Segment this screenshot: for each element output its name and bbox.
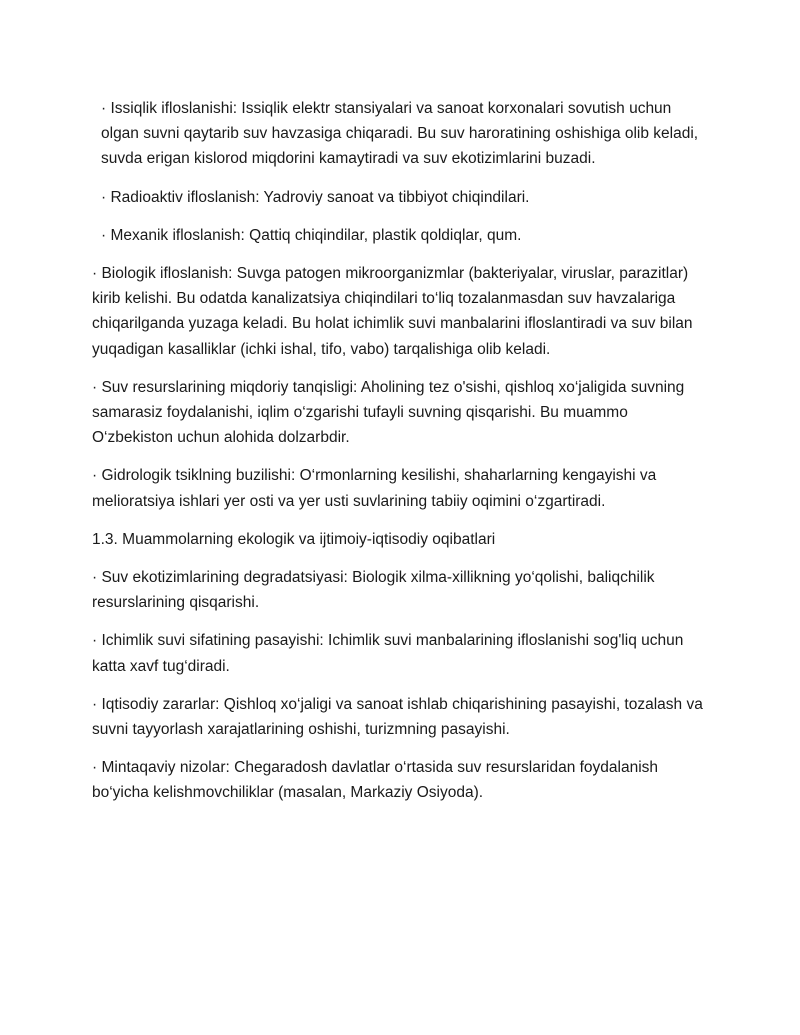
paragraph-radioactive-pollution: · Radioaktiv ifloslanish: Yadroviy sanoat va tibbiyot chiqindilari. [101, 188, 530, 206]
paragraph-mechanical-pollution: · Mexanik ifloslanish: Qattiq chiqindilar, plastik qoldiqlar, qum. [101, 226, 522, 244]
paragraph-hydrological-cycle: · Gidrologik tsiklning buzilishi: O‘rmonlarning kesilishi, shaharlarning kengayishi va melioratsiya ishlari yer osti va yer usti suvlarining tabiiy oqimini o‘zgartiradi. [92, 467, 657, 510]
paragraph-economic-damage: · Iqtisodiy zararlar: Qishloq xo‘jaligi va sanoat ishlab chiqarishining pasayishi, tozalash va suvni tayyorlash xarajatlarining oshishi, turizmning pasayishi. [92, 695, 703, 739]
paragraph-regional-conflicts: · Mintaqaviy nizolar: Chegaradosh davlatlar o‘rtasida suv resurslaridan foydalanish bo‘yicha kelishmovchiliklar (masalan, Markaziy Osiyoda). [92, 759, 659, 802]
paragraph-thermal-pollution: · Issiqlik ifloslanishi: Issiqlik elektr stansiyalari va sanoat korxonalari sovutish uchun olgan suvni qaytarib suv havzasiga chiqaradi. Bu suv haroratining oshishiga olib keladi, suvda erigan kislorod miqdorini kamaytiradi va suv ekotizimlarini buzadi. [101, 100, 699, 168]
paragraph-drinking-water-quality: · Ichimlik suvi sifatining pasayishi: Ichimlik suvi manbalarining ifloslanishi sog'liq uchun katta xavf tug‘diradi. [92, 632, 684, 675]
paragraph-ecosystem-degradation: · Suv ekotizimlarining degradatsiyasi: Biologik xilma-xillikning yo‘qolishi, baliqchilik resurslarining qisqarishi. [92, 569, 655, 612]
document-page [92, 96, 712, 819]
section-heading: 1.3. Muammolarning ekologik va ijtimoiy-iqtisodiy oqibatlari [92, 530, 496, 548]
paragraph-water-scarcity: · Suv resurslarining miqdoriy tanqisligi: Aholining tez o'sishi, qishloq xo‘jaligida suvning samarasiz foydalanishi, iqlim o‘zgarishi tufayli suvning qisqarishi. Bu muammo O‘zbekiston uchun alohida dolzarbdir. [92, 378, 685, 447]
paragraph-biological-pollution: · Biologik ifloslanish: Suvga patogen mikroorganizmlar (bakteriyalar, viruslar, parazitlar) kirib kelishi. Bu odatda kanalizatsiya chiqindilari to‘liq tozalanmasdan suv havzalariga chiqarilganda yuzaga keladi. Bu holat ichimlik suvi manbalarini ifloslantiradi va suv bilan yuqadigan kasalliklar (ichki ishal, tifo, vabo) tarqalishiga olib keladi. [92, 265, 693, 358]
